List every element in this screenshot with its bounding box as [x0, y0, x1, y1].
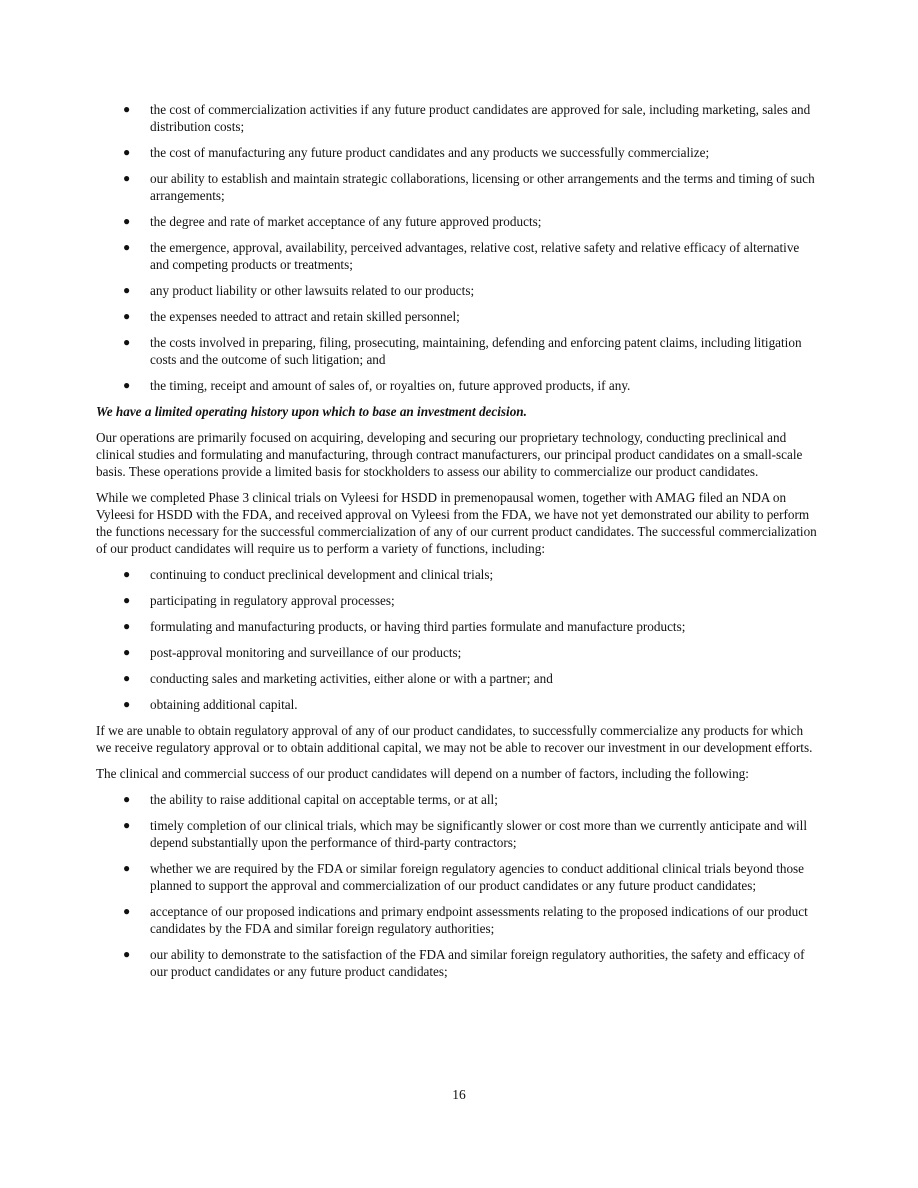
bullet-icon: ●	[123, 171, 131, 185]
list-item: ● the ability to raise additional capital on acceptable terms, or at all;	[123, 792, 498, 807]
list-item: ● participating in regulatory approval processes;	[123, 593, 395, 608]
list-item: ● the emergence, approval, availability, perceived advantages, relative cost, relative safety and relative efficacy of alternative and competing products or treatments;	[123, 240, 800, 272]
paragraph-success-factors: The clinical and commercial success of our product candidates will depend on a number of factors, including the following:	[96, 766, 749, 781]
paragraph-vyleesi: While we completed Phase 3 clinical trials on Vyleesi for HSDD in premenopausal women, together with AMAG filed an NDA on Vyleesi for HSDD with the FDA, and received approval on Vyleesi from the FDA, we have not yet demonstrated our ability to perform the functions necessary for the successful commercialization of any of our current product candidates. The successful commercialization of our product candidates will require us to perform a variety of functions, including:	[96, 490, 817, 556]
list-item: ● timely completion of our clinical trials, which may be significantly slower or cost more than we currently anticipate and will depend substantially upon the performance of third-party contractors;	[123, 818, 807, 850]
list-item: ● the degree and rate of market acceptance of any future approved products;	[123, 214, 542, 229]
page-number: 16	[452, 1087, 466, 1102]
list-item: ● formulating and manufacturing products, or having third parties formulate and manufacture products;	[123, 619, 686, 634]
bullet-icon: ●	[123, 309, 131, 323]
list-item: ● the timing, receipt and amount of sales of, or royalties on, future approved products, if any.	[123, 378, 631, 393]
paragraph-regulatory: If we are unable to obtain regulatory approval of any of our product candidates, to successfully commercialize any products for which we receive regulatory approval or to obtain additional capital, we may not be able to recover our investment in our development efforts.	[96, 723, 813, 755]
bullet-icon: ●	[123, 697, 131, 711]
list-item: ● obtaining additional capital.	[123, 697, 298, 712]
bullet-icon: ●	[123, 335, 131, 349]
bullet-icon: ●	[123, 645, 131, 659]
list-item: ● whether we are required by the FDA or similar foreign regulatory agencies to conduct additional clinical trials beyond those planned to support the approval and commercialization of our product candidates or any future product candidates;	[123, 861, 805, 893]
paragraph-operations: Our operations are primarily focused on acquiring, developing and securing our proprietary technology, conducting preclinical and clinical studies and formulating and manufacturing, through contract manufacturers, our principal product candidates on a small-scale basis. These operations provide a limited basis for stockholders to assess our ability to commercialize our product candidates.	[96, 430, 803, 479]
bullet-icon: ●	[123, 619, 131, 633]
bullet-icon: ●	[123, 102, 131, 116]
bullet-icon: ●	[123, 671, 131, 685]
bullet-icon: ●	[123, 145, 131, 159]
list-item: ● the cost of manufacturing any future product candidates and any products we successfully commercialize;	[123, 145, 710, 160]
list-item: ● the costs involved in preparing, filing, prosecuting, maintaining, defending and enforcing patent claims, including litigation costs and the outcome of such litigation; and	[123, 335, 802, 367]
list-item: ● acceptance of our proposed indications and primary endpoint assessments relating to the proposed indications of our product candidates by the FDA and similar foreign regulatory authorities;	[123, 904, 808, 936]
list-item: ● the cost of commercialization activities if any future product candidates are approved for sale, including marketing, sales and distribution costs;	[123, 102, 811, 134]
section-heading: We have a limited operating history upon which to base an investment decision.	[96, 404, 527, 419]
bullet-icon: ●	[123, 818, 131, 832]
bullet-icon: ●	[123, 947, 131, 961]
bullet-icon: ●	[123, 861, 131, 875]
success-factors-list	[96, 791, 820, 980]
list-item: ● our ability to establish and maintain strategic collaborations, licensing or other arrangements and the terms and timing of such arrangements;	[123, 171, 815, 203]
bullet-icon: ●	[123, 567, 131, 581]
list-item: ● our ability to demonstrate to the satisfaction of the FDA and similar foreign regulatory authorities, the safety and efficacy of our product candidates or any future product candidates;	[123, 947, 805, 979]
list-item: ● post-approval monitoring and surveillance of our products;	[123, 645, 462, 660]
bullet-icon: ●	[123, 904, 131, 918]
bullet-icon: ●	[123, 240, 131, 254]
bullet-icon: ●	[123, 214, 131, 228]
list-item: ● conducting sales and marketing activities, either alone or with a partner; and	[123, 671, 553, 686]
bullet-icon: ●	[123, 792, 131, 806]
bullet-icon: ●	[123, 593, 131, 607]
document-page	[96, 101, 820, 989]
functions-list	[96, 566, 820, 713]
list-item: ● any product liability or other lawsuits related to our products;	[123, 283, 475, 298]
list-item: ● continuing to conduct preclinical development and clinical trials;	[123, 567, 494, 582]
bullet-icon: ●	[123, 283, 131, 297]
bullet-icon: ●	[123, 378, 131, 392]
list-item: ● the expenses needed to attract and retain skilled personnel;	[123, 309, 460, 324]
cost-factors-list	[96, 101, 820, 394]
